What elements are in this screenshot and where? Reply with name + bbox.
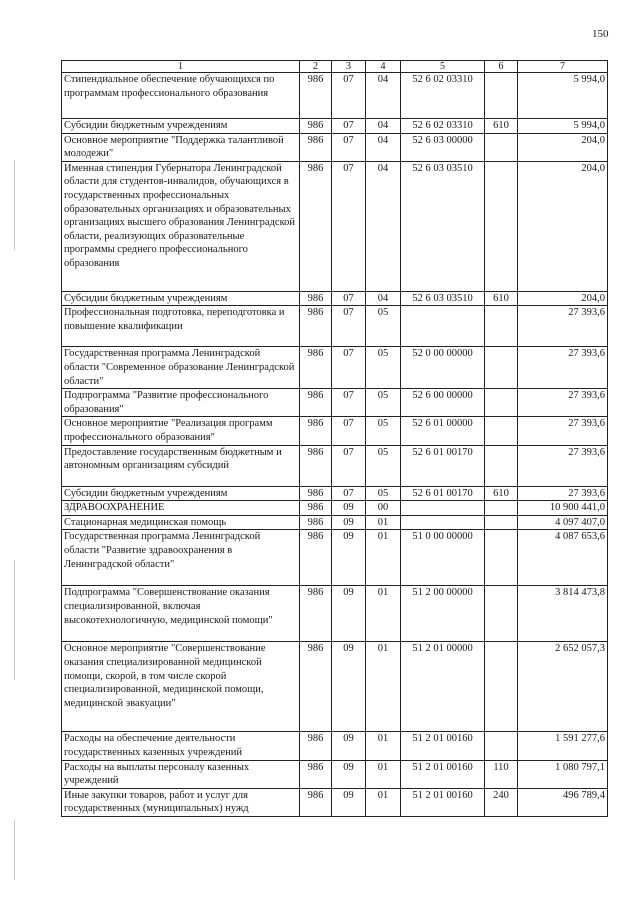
table-row bbox=[62, 445, 608, 486]
row-value-cell: 07 bbox=[332, 119, 366, 134]
row-name-cell: Государственная программа Ленинградской области "Развитие здравоохранения в Ленинградской области" bbox=[62, 530, 300, 586]
row-value-cell: 07 bbox=[332, 306, 366, 347]
row-value-cell bbox=[485, 445, 518, 486]
row-name-cell: Основное мероприятие "Совершенствование оказания специализированной медицинской помощи, скорой, в том числе скорой специализированной, медицинской помощи, медицинской эвакуации" bbox=[62, 642, 300, 732]
row-value-cell: 01 bbox=[366, 515, 401, 530]
row-value-cell: 07 bbox=[332, 73, 366, 119]
budget-table bbox=[61, 60, 608, 817]
row-value-cell: 986 bbox=[300, 486, 332, 501]
row-name-cell: Именная стипендия Губернатора Ленинградской области для студентов-инвалидов, обучающихся в государственных профессиональных образовательных организациях и образовательных организациях высшего образования Ленинградской области, реализующих образовательные программы среднего профессионального образования bbox=[62, 161, 300, 291]
row-value-cell bbox=[485, 501, 518, 516]
row-value-cell: 52 6 02 03310 bbox=[401, 73, 485, 119]
table-row bbox=[62, 642, 608, 732]
row-value-cell: 27 393,6 bbox=[518, 445, 608, 486]
row-value-cell: 07 bbox=[332, 347, 366, 389]
row-value-cell bbox=[401, 501, 485, 516]
row-name-cell: Субсидии бюджетным учреждениям bbox=[62, 119, 300, 134]
row-value-cell: 52 6 03 00000 bbox=[401, 133, 485, 161]
row-value-cell: 204,0 bbox=[518, 291, 608, 306]
row-value-cell: 05 bbox=[366, 306, 401, 347]
table-row bbox=[62, 530, 608, 586]
row-value-cell: 51 0 00 00000 bbox=[401, 530, 485, 586]
row-value-cell: 5 994,0 bbox=[518, 73, 608, 119]
row-name-cell: Расходы на обеспечение деятельности государственных казенных учреждений bbox=[62, 732, 300, 760]
row-value-cell: 51 2 01 00160 bbox=[401, 760, 485, 788]
row-name-cell: Основное мероприятие "Реализация программ профессионального образования" bbox=[62, 417, 300, 445]
table-row bbox=[62, 133, 608, 161]
row-value-cell bbox=[485, 73, 518, 119]
row-value-cell: 07 bbox=[332, 161, 366, 291]
row-value-cell: 00 bbox=[366, 501, 401, 516]
row-value-cell: 986 bbox=[300, 530, 332, 586]
row-value-cell: 52 6 00 00000 bbox=[401, 389, 485, 417]
row-name-cell: Основное мероприятие "Поддержка талантливой молодежи" bbox=[62, 133, 300, 161]
row-value-cell: 07 bbox=[332, 133, 366, 161]
row-value-cell bbox=[401, 515, 485, 530]
row-value-cell: 986 bbox=[300, 306, 332, 347]
row-value-cell: 986 bbox=[300, 161, 332, 291]
row-name-cell: Предоставление государственным бюджетным и автономным организациям субсидий bbox=[62, 445, 300, 486]
row-value-cell: 2 652 057,3 bbox=[518, 642, 608, 732]
row-value-cell: 51 2 01 00160 bbox=[401, 732, 485, 760]
row-value-cell bbox=[485, 389, 518, 417]
row-value-cell bbox=[485, 306, 518, 347]
row-value-cell: 986 bbox=[300, 515, 332, 530]
row-value-cell: 27 393,6 bbox=[518, 347, 608, 389]
row-name-cell: Субсидии бюджетным учреждениям bbox=[62, 291, 300, 306]
row-value-cell: 05 bbox=[366, 486, 401, 501]
row-value-cell: 4 087 653,6 bbox=[518, 530, 608, 586]
row-value-cell: 04 bbox=[366, 119, 401, 134]
table-row bbox=[62, 389, 608, 417]
row-value-cell: 09 bbox=[332, 642, 366, 732]
row-value-cell: 09 bbox=[332, 515, 366, 530]
table-row bbox=[62, 760, 608, 788]
row-value-cell: 52 0 00 00000 bbox=[401, 347, 485, 389]
row-value-cell: 01 bbox=[366, 530, 401, 586]
row-value-cell: 1 591 277,6 bbox=[518, 732, 608, 760]
row-value-cell: 07 bbox=[332, 291, 366, 306]
row-value-cell: 986 bbox=[300, 291, 332, 306]
row-value-cell: 04 bbox=[366, 291, 401, 306]
row-value-cell bbox=[485, 732, 518, 760]
row-value-cell: 110 bbox=[485, 760, 518, 788]
table-row bbox=[62, 306, 608, 347]
row-value-cell: 986 bbox=[300, 389, 332, 417]
table-row bbox=[62, 732, 608, 760]
row-value-cell: 986 bbox=[300, 788, 332, 816]
page-number: 150 bbox=[592, 28, 609, 40]
row-name-cell: Подпрограмма "Совершенствование оказания специализированной, включая высокотехнологичную, медицинской помощи" bbox=[62, 586, 300, 642]
row-value-cell bbox=[485, 515, 518, 530]
row-value-cell: 52 6 02 03310 bbox=[401, 119, 485, 134]
row-value-cell: 01 bbox=[366, 642, 401, 732]
row-value-cell bbox=[401, 306, 485, 347]
row-value-cell bbox=[485, 642, 518, 732]
row-value-cell bbox=[485, 530, 518, 586]
table-row bbox=[62, 788, 608, 816]
row-value-cell: 5 994,0 bbox=[518, 119, 608, 134]
row-value-cell bbox=[485, 133, 518, 161]
column-header: 3 bbox=[332, 61, 366, 73]
row-value-cell: 496 789,4 bbox=[518, 788, 608, 816]
row-value-cell: 27 393,6 bbox=[518, 417, 608, 445]
row-value-cell: 27 393,6 bbox=[518, 306, 608, 347]
row-value-cell: 05 bbox=[366, 417, 401, 445]
column-header: 1 bbox=[62, 61, 300, 73]
table-row bbox=[62, 501, 608, 516]
row-value-cell: 204,0 bbox=[518, 133, 608, 161]
row-name-cell: Государственная программа Ленинградской области "Современное образование Ленинградской области" bbox=[62, 347, 300, 389]
row-name-cell: Иные закупки товаров, работ и услуг для государственных (муниципальных) нужд bbox=[62, 788, 300, 816]
row-value-cell bbox=[485, 586, 518, 642]
row-name-cell: Расходы на выплаты персоналу казенных учреждений bbox=[62, 760, 300, 788]
row-value-cell: 09 bbox=[332, 501, 366, 516]
table-body bbox=[62, 73, 608, 817]
row-value-cell: 07 bbox=[332, 486, 366, 501]
row-value-cell: 51 2 01 00000 bbox=[401, 642, 485, 732]
row-value-cell: 52 6 03 03510 bbox=[401, 161, 485, 291]
row-value-cell: 610 bbox=[485, 486, 518, 501]
row-value-cell: 986 bbox=[300, 501, 332, 516]
row-value-cell: 07 bbox=[332, 445, 366, 486]
row-value-cell: 610 bbox=[485, 119, 518, 134]
row-name-cell: Профессиональная подготовка, переподготовка и повышение квалификации bbox=[62, 306, 300, 347]
row-value-cell: 01 bbox=[366, 788, 401, 816]
row-value-cell: 04 bbox=[366, 161, 401, 291]
table-row bbox=[62, 586, 608, 642]
row-value-cell: 986 bbox=[300, 119, 332, 134]
row-name-cell: Стипендиальное обеспечение обучающихся по программам профессионального образования bbox=[62, 73, 300, 119]
row-value-cell: 09 bbox=[332, 760, 366, 788]
column-header: 7 bbox=[518, 61, 608, 73]
row-value-cell: 986 bbox=[300, 732, 332, 760]
row-value-cell: 1 080 797,1 bbox=[518, 760, 608, 788]
row-value-cell: 01 bbox=[366, 586, 401, 642]
scan-edge-mark bbox=[14, 160, 15, 250]
column-header-row bbox=[62, 61, 608, 73]
column-header: 6 bbox=[485, 61, 518, 73]
row-value-cell: 3 814 473,8 bbox=[518, 586, 608, 642]
row-value-cell: 04 bbox=[366, 133, 401, 161]
scan-edge-mark bbox=[14, 820, 15, 880]
row-value-cell: 986 bbox=[300, 133, 332, 161]
row-value-cell: 09 bbox=[332, 586, 366, 642]
row-value-cell: 04 bbox=[366, 73, 401, 119]
table-row bbox=[62, 515, 608, 530]
row-value-cell: 05 bbox=[366, 445, 401, 486]
column-header: 5 bbox=[401, 61, 485, 73]
row-value-cell: 05 bbox=[366, 347, 401, 389]
row-value-cell: 4 097 407,0 bbox=[518, 515, 608, 530]
row-value-cell: 986 bbox=[300, 642, 332, 732]
column-header: 4 bbox=[366, 61, 401, 73]
row-value-cell bbox=[485, 417, 518, 445]
row-value-cell: 52 6 01 00170 bbox=[401, 445, 485, 486]
row-value-cell: 52 6 01 00170 bbox=[401, 486, 485, 501]
row-value-cell: 986 bbox=[300, 73, 332, 119]
row-value-cell: 09 bbox=[332, 530, 366, 586]
row-value-cell: 51 2 01 00160 bbox=[401, 788, 485, 816]
row-value-cell: 240 bbox=[485, 788, 518, 816]
row-value-cell: 51 2 00 00000 bbox=[401, 586, 485, 642]
row-value-cell: 27 393,6 bbox=[518, 389, 608, 417]
row-value-cell: 27 393,6 bbox=[518, 486, 608, 501]
row-value-cell: 05 bbox=[366, 389, 401, 417]
table-row bbox=[62, 486, 608, 501]
table-row bbox=[62, 161, 608, 291]
row-value-cell: 986 bbox=[300, 760, 332, 788]
row-value-cell: 01 bbox=[366, 732, 401, 760]
row-value-cell: 204,0 bbox=[518, 161, 608, 291]
row-name-cell: Стационарная медицинская помощь bbox=[62, 515, 300, 530]
row-name-cell: Подпрограмма "Развитие профессионального образования" bbox=[62, 389, 300, 417]
row-value-cell: 01 bbox=[366, 760, 401, 788]
row-value-cell: 09 bbox=[332, 732, 366, 760]
table-row bbox=[62, 119, 608, 134]
row-value-cell bbox=[485, 161, 518, 291]
row-value-cell bbox=[485, 347, 518, 389]
row-value-cell: 52 6 03 03510 bbox=[401, 291, 485, 306]
row-value-cell: 07 bbox=[332, 417, 366, 445]
row-name-cell: Субсидии бюджетным учреждениям bbox=[62, 486, 300, 501]
row-value-cell: 986 bbox=[300, 347, 332, 389]
row-value-cell: 986 bbox=[300, 417, 332, 445]
table-row bbox=[62, 347, 608, 389]
table-row bbox=[62, 73, 608, 119]
row-name-cell: ЗДРАВООХРАНЕНИЕ bbox=[62, 501, 300, 516]
column-header: 2 bbox=[300, 61, 332, 73]
table-row bbox=[62, 417, 608, 445]
scan-edge-mark bbox=[14, 560, 15, 680]
row-value-cell: 10 900 441,0 bbox=[518, 501, 608, 516]
table-row bbox=[62, 291, 608, 306]
row-value-cell: 986 bbox=[300, 586, 332, 642]
row-value-cell: 09 bbox=[332, 788, 366, 816]
row-value-cell: 986 bbox=[300, 445, 332, 486]
row-value-cell: 52 6 01 00000 bbox=[401, 417, 485, 445]
row-value-cell: 610 bbox=[485, 291, 518, 306]
row-value-cell: 07 bbox=[332, 389, 366, 417]
